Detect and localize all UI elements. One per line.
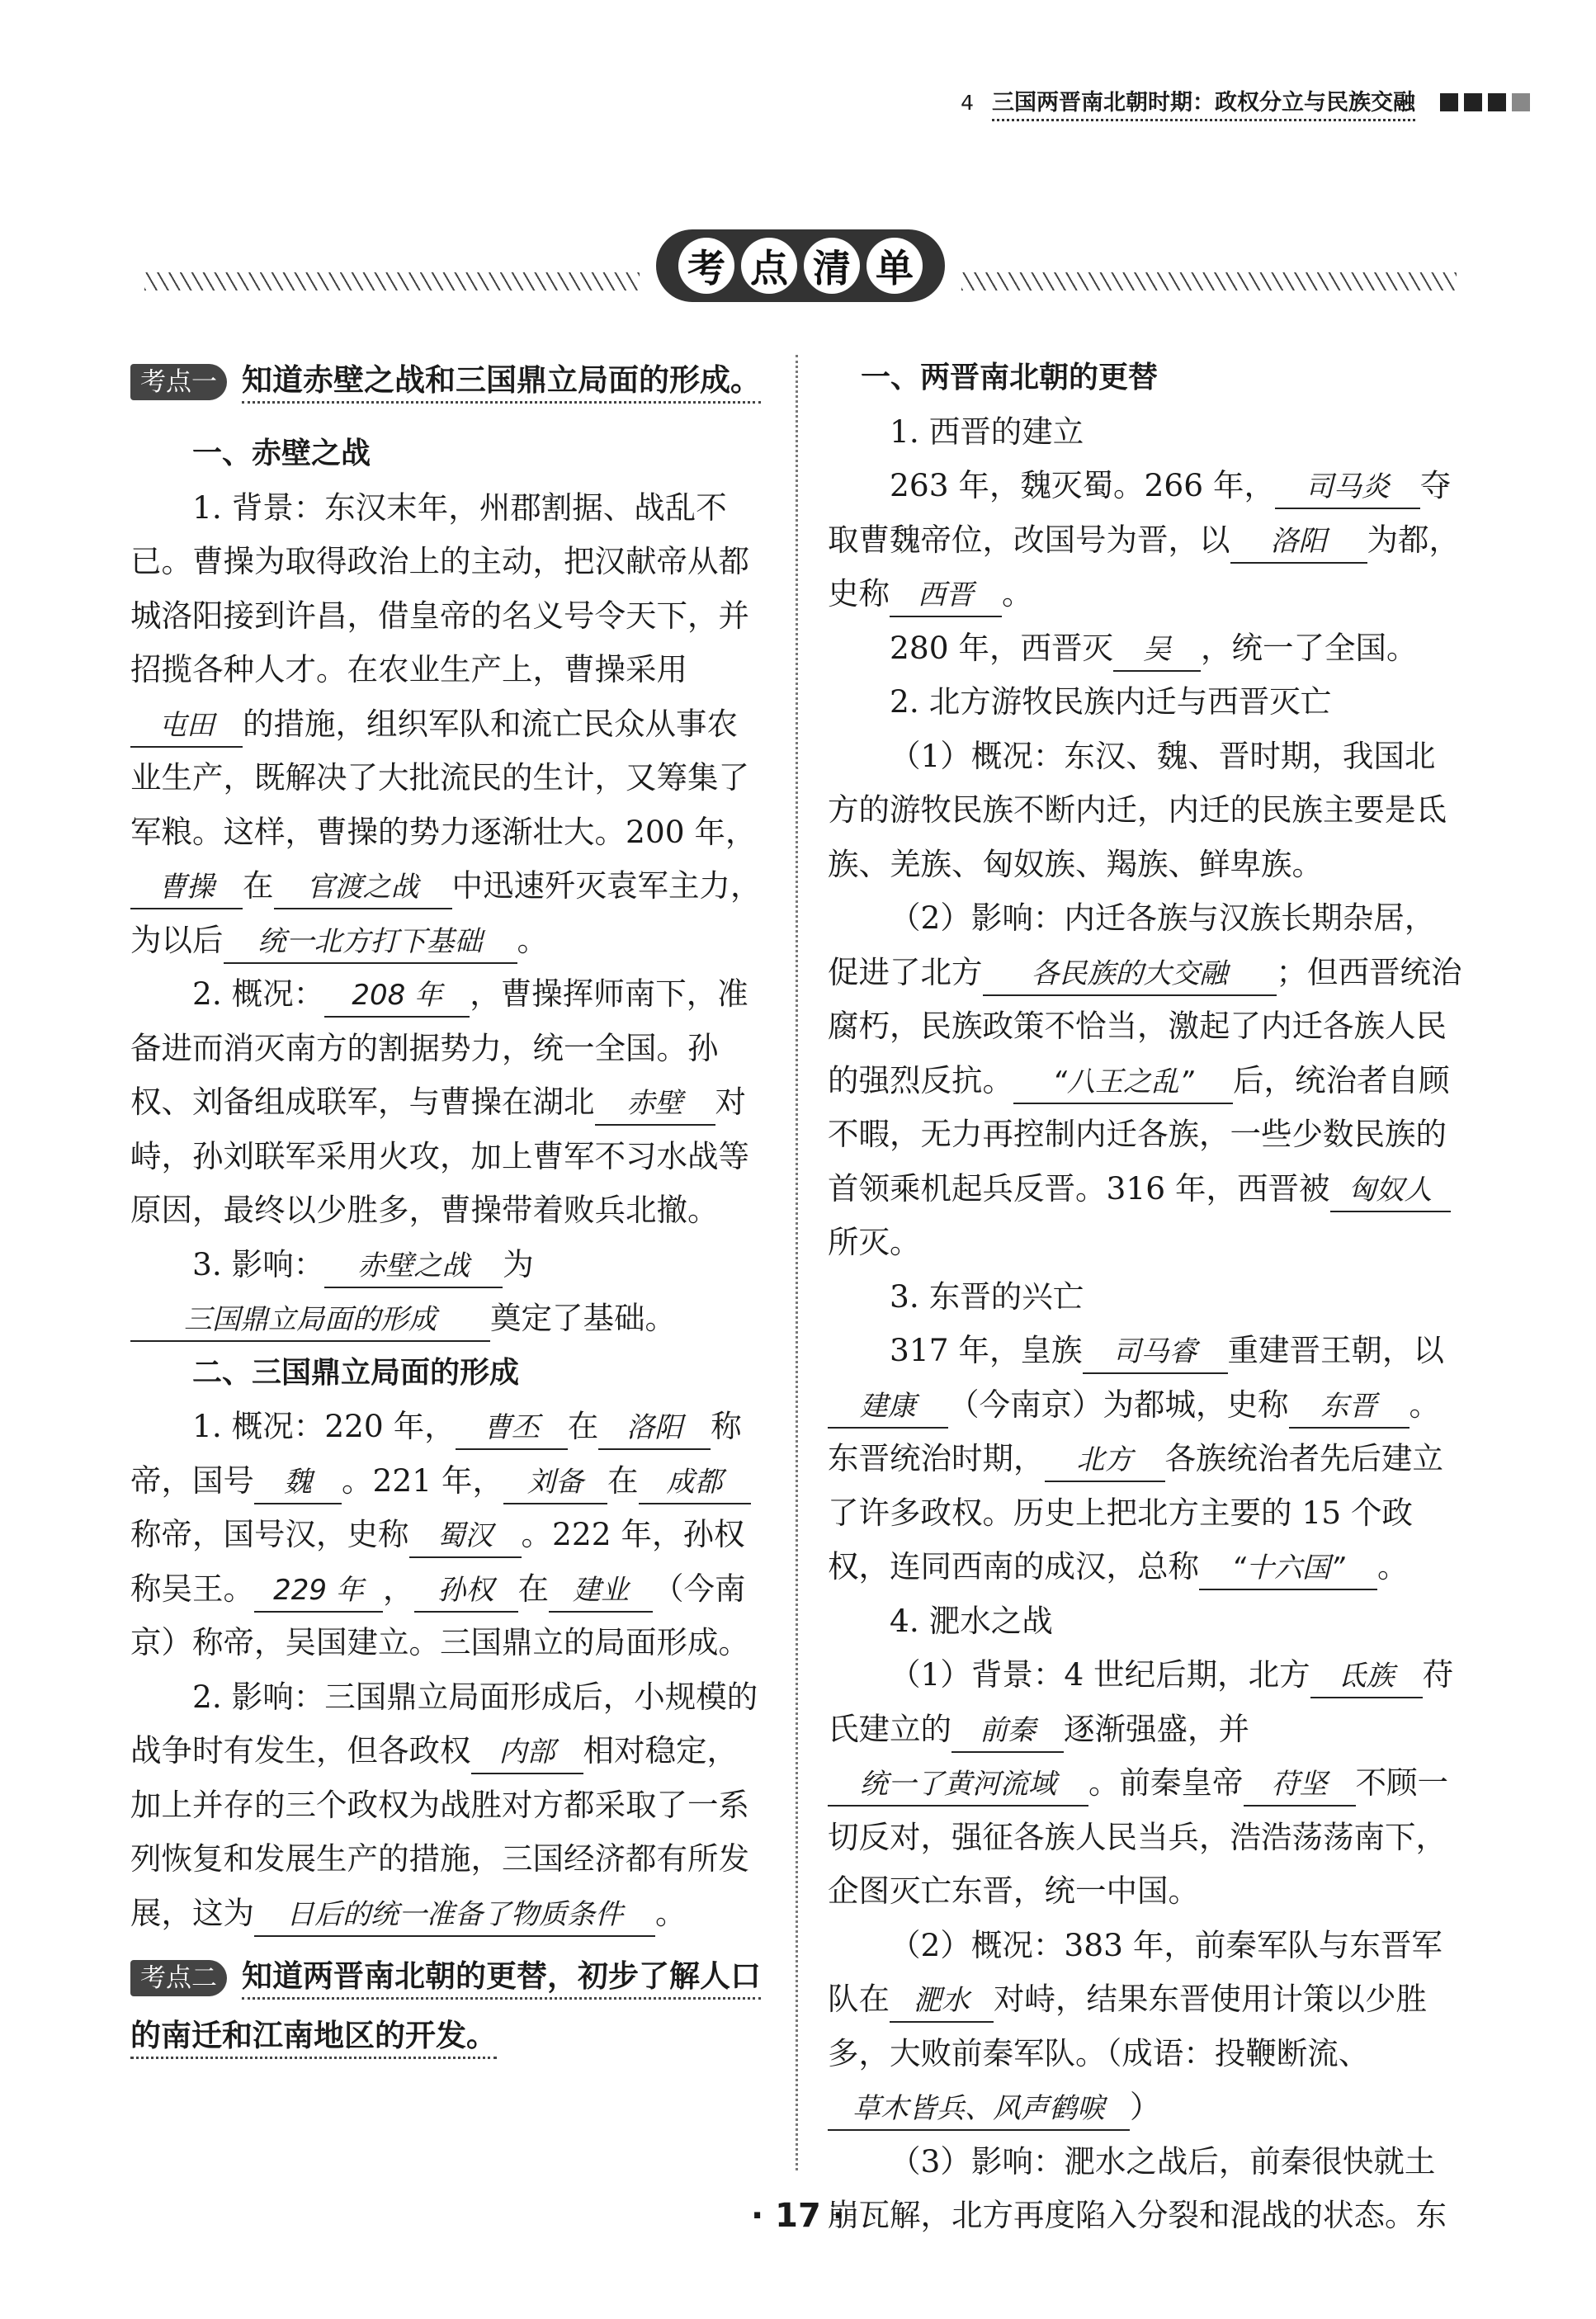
answer-blank: 匈奴人 xyxy=(1330,1169,1451,1212)
banner-char: 清 xyxy=(804,238,860,294)
paragraph: （2）影响：内迁各族与汉族长期杂居，促进了北方 各民族的大交融 ；但西晋统治腐朽，民族政策不恰当，激起了内迁各族人民的强烈反抗。 “八王之乱” 后，统治者自顾不暇，无力再控制内迁各族，一些少数民族的首领乘机起兵反晋。316 年，西晋被 匈奴人所灭。 xyxy=(828,900,1462,1260)
paragraph: （2）概况：383 年，前秦军队与东晋军队在 淝水 对峙，结果东晋使用计策以少胜多，大败前秦军队。（成语：投鞭断流、草木皆兵、风声鹤唳 ） xyxy=(828,1919,1463,2135)
chapter-number: 4 xyxy=(961,90,974,115)
answer-blank: 北方 xyxy=(1045,1439,1165,1482)
paragraph: 280 年，西晋灭 吴 ，统一了全国。 xyxy=(828,621,1463,676)
answer-blank: 西晋 xyxy=(890,574,1002,617)
answer-blank: 淝水 xyxy=(890,1980,994,2023)
banner-char: 单 xyxy=(866,238,923,294)
key-point-2 xyxy=(130,1947,763,2066)
answer-blank: 魏 xyxy=(254,1462,342,1504)
answer-blank: 洛阳 xyxy=(598,1407,711,1450)
paragraph: （3）影响：淝水之战后，前秦很快就土崩瓦解，北方再度陷入分裂和混战的状态。东 xyxy=(828,2142,1447,2233)
key-point-text: 知道两晋南北朝的更替，初步了解人口的南迁和江南地区的开发。 xyxy=(130,1958,761,2059)
subheading: 1. 西晋的建立 xyxy=(890,413,1084,450)
key-point-1 xyxy=(130,351,763,410)
answer-blank: 曹丕 xyxy=(456,1407,568,1450)
banner-char: 考 xyxy=(678,238,734,294)
answer-blank: “十六国” xyxy=(1199,1547,1377,1590)
paragraph: 3. 影响： 赤壁之战 为三国鼎立局面的形成 奠定了基础。 xyxy=(130,1238,763,1346)
chapter-title: 三国两晋南北朝时期：政权分立与民族交融 xyxy=(992,84,1415,121)
paragraph: 2. 概况： 208 年 ，曹操挥师南下，准备进而消灭南方的割据势力，统一全国。孙权、刘备组成联军，与曹操在湖北 赤壁 对峙，孙刘联军采用火攻，加上曹军不习水战等原因，最终以少胜多，曹操带着败兵北撤。 xyxy=(130,975,749,1228)
key-point-badge: 考点一 xyxy=(130,364,227,400)
banner-hatch-right xyxy=(961,272,1457,290)
paragraph: 263 年，魏灭蜀。266 年， 司马炎 夺取曹魏帝位，改国号为晋，以 洛阳 为都，史称 西晋 。 xyxy=(828,459,1463,621)
answer-blank: 229 年 xyxy=(254,1570,383,1613)
answer-blank: 建业 xyxy=(549,1570,653,1613)
answer-blank: 统一北方打下基础 xyxy=(224,921,517,964)
answer-blank: 赤壁之战 xyxy=(324,1245,503,1288)
answer-blank: 东晋 xyxy=(1289,1386,1409,1429)
answer-blank: 洛阳 xyxy=(1230,521,1367,564)
subheading: 3. 东晋的兴亡 xyxy=(890,1278,1084,1315)
answer-blank: 208 年 xyxy=(324,975,470,1018)
column-divider xyxy=(796,355,798,2170)
answer-blank: 氐族 xyxy=(1310,1655,1423,1698)
banner-char: 点 xyxy=(741,238,797,294)
section-heading: 二、三国鼎立局面的形成 xyxy=(192,1355,520,1390)
answer-blank: 成都 xyxy=(639,1462,751,1504)
answer-blank: 日后的统一准备了物质条件 xyxy=(254,1894,655,1937)
header-squares-icon xyxy=(1440,93,1530,111)
paragraph: 1. 背景：东汉末年，州郡割据、战乱不已。曹操为取得政治上的主动，把汉献帝从都城洛阳接到许昌，借皇帝的名义号令天下，并招揽各种人才。在农业生产上，曹操采用屯田 的措施，组织军队和流亡民众从事农业生产，既解决了大批流民的生计，又筹集了军粮。这样，曹操的势力逐渐壮大。200 年，曹操 在 官渡之战 中迅速歼灭袁军主力，为以后 统一北方打下基础 。 xyxy=(130,481,763,968)
paragraph: （1）背景：4 世纪后期，北方 氐族 苻氏建立的 前秦 逐渐强盛，并统一了黄河流域 。前秦皇帝 苻坚 不顾一切反对，强征各族人民当兵，浩浩荡荡南下，企图灭亡东晋，统一中国。 xyxy=(828,1656,1454,1909)
answer-blank: 屯田 xyxy=(130,705,243,748)
answer-blank: 苻坚 xyxy=(1244,1764,1356,1807)
answer-blank: 各民族的大交融 xyxy=(983,953,1277,996)
page-number: · 17 · xyxy=(751,2197,845,2235)
right-column xyxy=(828,351,1463,2243)
answer-blank: 蜀汉 xyxy=(409,1515,522,1558)
section-heading: 一、两晋南北朝的更替 xyxy=(861,361,1159,394)
answer-blank: 内部 xyxy=(471,1731,583,1774)
subheading: 4. 淝水之战 xyxy=(890,1602,1053,1639)
answer-blank: 刘备 xyxy=(503,1462,607,1504)
subheading: 2. 北方游牧民族内迁与西晋灭亡 xyxy=(890,683,1332,720)
answer-blank: 孙权 xyxy=(414,1570,518,1613)
section-heading: 一、赤壁之战 xyxy=(192,437,371,470)
section-banner xyxy=(144,229,1457,308)
answer-blank: 赤壁 xyxy=(595,1083,715,1126)
page-header xyxy=(961,86,1530,119)
key-point-text: 知道赤壁之战和三国鼎立局面的形成。 xyxy=(242,362,761,404)
answer-blank: 统一了黄河流域 xyxy=(828,1764,1088,1807)
left-column xyxy=(130,351,763,2082)
answer-blank: 草木皆兵、风声鹤唳 xyxy=(828,2088,1130,2131)
paragraph: 2. 影响：三国鼎立局面形成后，小规模的战争时有发生，但各政权 内部 相对稳定，加上并存的三个政权为战胜对方都采取了一系列恢复和发展生产的措施，三国经济都有所发展，这为 日后的统一准备了物质条件 。 xyxy=(130,1670,763,1941)
paragraph: 1. 概况：220 年， 曹丕 在 洛阳 称帝，国号 魏 。221 年， 刘备 在 成都称帝，国号汉，史称 蜀汉 。222 年，孙权称吴王。 229 年 ， 孙权 在 建业 （今南京）称帝，吴国建立。三国鼎立的局面形成。 xyxy=(130,1408,749,1660)
answer-blank: 三国鼎立局面的形成 xyxy=(130,1299,490,1342)
paragraph: 317 年，皇族 司马睿 重建晋王朝，以建康 （今南京）为都城，史称 东晋 。东晋统治时期， 北方 各族统治者先后建立了许多政权。历史上把北方主要的 15 个政权，连同西南的成汉，总称 “十六国” 。 xyxy=(828,1324,1463,1594)
banner-hatch-left xyxy=(144,272,640,290)
answer-blank: 司马睿 xyxy=(1083,1331,1228,1374)
answer-blank: “八王之乱” xyxy=(1013,1061,1233,1104)
answer-blank: 建康 xyxy=(828,1386,948,1429)
answer-blank: 曹操 xyxy=(130,867,243,909)
key-point-badge: 考点二 xyxy=(130,1960,227,1996)
answer-blank: 官渡之战 xyxy=(274,867,452,909)
paragraph: （1）概况：东汉、魏、晋时期，我国北方的游牧民族不断内迁，内迁的民族主要是氐族、羌族、匈奴族、羯族、鲜卑族。 xyxy=(828,737,1447,882)
answer-blank: 前秦 xyxy=(951,1710,1064,1753)
banner-title xyxy=(656,229,945,302)
answer-blank: 司马炎 xyxy=(1275,466,1420,509)
answer-blank: 吴 xyxy=(1113,629,1201,672)
